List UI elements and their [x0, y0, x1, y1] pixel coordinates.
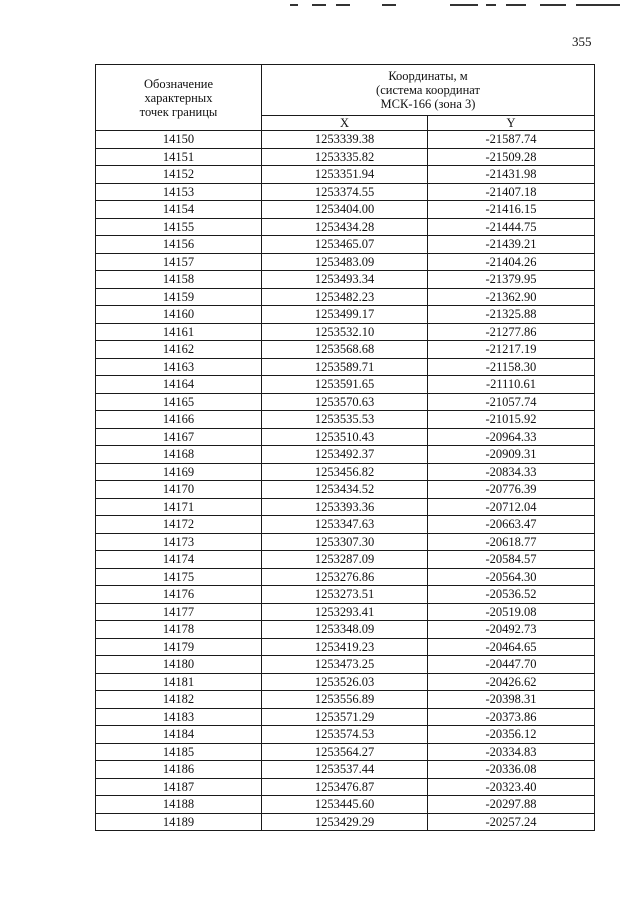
y-coordinate-cell: -20447.70	[428, 656, 595, 674]
y-coordinate-cell: -21325.88	[428, 306, 595, 324]
x-coordinate-cell: 1253348.09	[262, 621, 428, 639]
table-row	[96, 761, 595, 779]
x-coordinate-cell: 1253532.10	[262, 323, 428, 341]
x-coordinate-cell: 1253476.87	[262, 778, 428, 796]
table-body	[96, 131, 595, 831]
point-id-cell: 14175	[96, 568, 262, 586]
x-coordinate-cell: 1253492.37	[262, 446, 428, 464]
coordinates-table	[95, 64, 595, 831]
point-id-cell: 14151	[96, 148, 262, 166]
y-coordinate-cell: -21404.26	[428, 253, 595, 271]
point-id-cell: 14161	[96, 323, 262, 341]
point-id-cell: 14163	[96, 358, 262, 376]
table-row	[96, 586, 595, 604]
table-header	[96, 65, 595, 131]
table-row	[96, 166, 595, 184]
point-id-cell: 14174	[96, 551, 262, 569]
point-id-cell: 14160	[96, 306, 262, 324]
x-coordinate-cell: 1253293.41	[262, 603, 428, 621]
y-column-header: Y	[428, 115, 595, 130]
table-row	[96, 376, 595, 394]
point-id-cell: 14152	[96, 166, 262, 184]
point-id-cell: 14162	[96, 341, 262, 359]
x-coordinate-cell: 1253465.07	[262, 236, 428, 254]
x-coordinate-cell: 1253571.29	[262, 708, 428, 726]
point-id-cell: 14158	[96, 271, 262, 289]
y-coordinate-cell: -20618.77	[428, 533, 595, 551]
point-header-line: характерных	[144, 90, 213, 105]
point-id-cell: 14180	[96, 656, 262, 674]
x-coordinate-cell: 1253482.23	[262, 288, 428, 306]
table-row	[96, 533, 595, 551]
table-row	[96, 411, 595, 429]
point-id-cell: 14178	[96, 621, 262, 639]
table-row	[96, 236, 595, 254]
x-coordinate-cell: 1253510.43	[262, 428, 428, 446]
table-row	[96, 131, 595, 149]
x-coordinate-cell: 1253339.38	[262, 131, 428, 149]
x-coordinate-cell: 1253499.17	[262, 306, 428, 324]
y-coordinate-cell: -20257.24	[428, 813, 595, 831]
table-row	[96, 691, 595, 709]
y-coordinate-cell: -21158.30	[428, 358, 595, 376]
table-row	[96, 306, 595, 324]
y-coordinate-cell: -21277.86	[428, 323, 595, 341]
coords-header-line: МСК-166 (зона 3)	[380, 96, 476, 111]
x-coordinate-cell: 1253556.89	[262, 691, 428, 709]
x-coordinate-cell: 1253568.68	[262, 341, 428, 359]
y-coordinate-cell: -20834.33	[428, 463, 595, 481]
x-coordinate-cell: 1253483.09	[262, 253, 428, 271]
table-row	[96, 778, 595, 796]
x-coordinate-cell: 1253347.63	[262, 516, 428, 534]
y-coordinate-cell: -20426.62	[428, 673, 595, 691]
x-coordinate-cell: 1253456.82	[262, 463, 428, 481]
point-id-cell: 14150	[96, 131, 262, 149]
point-id-cell: 14172	[96, 516, 262, 534]
table-row	[96, 481, 595, 499]
x-coordinate-cell: 1253404.00	[262, 201, 428, 219]
point-id-cell: 14153	[96, 183, 262, 201]
table-row	[96, 428, 595, 446]
point-id-cell: 14185	[96, 743, 262, 761]
point-header-line: Обозначение	[143, 76, 214, 91]
table-row	[96, 516, 595, 534]
point-id-cell: 14188	[96, 796, 262, 814]
point-id-cell: 14154	[96, 201, 262, 219]
table-row	[96, 446, 595, 464]
y-coordinate-cell: -20964.33	[428, 428, 595, 446]
coords-header-line: Координаты, м	[388, 68, 468, 83]
y-coordinate-cell: -21587.74	[428, 131, 595, 149]
table-row	[96, 708, 595, 726]
point-id-cell: 14165	[96, 393, 262, 411]
table-row	[96, 813, 595, 831]
point-id-cell: 14168	[96, 446, 262, 464]
y-coordinate-cell: -21444.75	[428, 218, 595, 236]
y-coordinate-cell: -20356.12	[428, 726, 595, 744]
table-row	[96, 463, 595, 481]
y-coordinate-cell: -20492.73	[428, 621, 595, 639]
table-row	[96, 726, 595, 744]
x-coordinate-cell: 1253537.44	[262, 761, 428, 779]
table-row	[96, 358, 595, 376]
point-id-cell: 14186	[96, 761, 262, 779]
coordinates-header	[262, 65, 595, 116]
y-coordinate-cell: -20336.08	[428, 761, 595, 779]
x-coordinate-cell: 1253526.03	[262, 673, 428, 691]
point-id-cell: 14170	[96, 481, 262, 499]
point-id-cell: 14177	[96, 603, 262, 621]
table-row	[96, 603, 595, 621]
y-coordinate-cell: -21416.15	[428, 201, 595, 219]
point-id-cell: 14189	[96, 813, 262, 831]
x-coordinate-cell: 1253429.29	[262, 813, 428, 831]
y-coordinate-cell: -20584.57	[428, 551, 595, 569]
y-coordinate-cell: -20297.88	[428, 796, 595, 814]
x-coordinate-cell: 1253591.65	[262, 376, 428, 394]
point-id-cell: 14183	[96, 708, 262, 726]
point-id-cell: 14167	[96, 428, 262, 446]
point-id-cell: 14173	[96, 533, 262, 551]
x-coordinate-cell: 1253287.09	[262, 551, 428, 569]
table-row	[96, 568, 595, 586]
y-coordinate-cell: -21110.61	[428, 376, 595, 394]
x-coordinate-cell: 1253307.30	[262, 533, 428, 551]
table-row	[96, 218, 595, 236]
point-id-cell: 14169	[96, 463, 262, 481]
x-column-header: X	[262, 115, 428, 130]
x-coordinate-cell: 1253570.63	[262, 393, 428, 411]
point-id-cell: 14176	[96, 586, 262, 604]
table-row	[96, 498, 595, 516]
y-coordinate-cell: -20564.30	[428, 568, 595, 586]
coords-header-line: (система координат	[376, 82, 480, 97]
x-coordinate-cell: 1253374.55	[262, 183, 428, 201]
table-row	[96, 621, 595, 639]
table-row	[96, 323, 595, 341]
y-coordinate-cell: -20776.39	[428, 481, 595, 499]
point-id-cell: 14171	[96, 498, 262, 516]
table-row	[96, 656, 595, 674]
x-coordinate-cell: 1253574.53	[262, 726, 428, 744]
y-coordinate-cell: -20663.47	[428, 516, 595, 534]
point-id-cell: 14157	[96, 253, 262, 271]
point-id-cell: 14156	[96, 236, 262, 254]
table-row	[96, 271, 595, 289]
point-designation-header	[96, 65, 262, 131]
y-coordinate-cell: -20334.83	[428, 743, 595, 761]
x-coordinate-cell: 1253276.86	[262, 568, 428, 586]
y-coordinate-cell: -21217.19	[428, 341, 595, 359]
y-coordinate-cell: -20712.04	[428, 498, 595, 516]
table-row	[96, 201, 595, 219]
point-id-cell: 14159	[96, 288, 262, 306]
table-row	[96, 638, 595, 656]
x-coordinate-cell: 1253273.51	[262, 586, 428, 604]
point-id-cell: 14187	[96, 778, 262, 796]
x-coordinate-cell: 1253335.82	[262, 148, 428, 166]
y-coordinate-cell: -21509.28	[428, 148, 595, 166]
point-id-cell: 14184	[96, 726, 262, 744]
y-coordinate-cell: -21015.92	[428, 411, 595, 429]
x-coordinate-cell: 1253535.53	[262, 411, 428, 429]
y-coordinate-cell: -20909.31	[428, 446, 595, 464]
y-coordinate-cell: -20323.40	[428, 778, 595, 796]
y-coordinate-cell: -20373.86	[428, 708, 595, 726]
x-coordinate-cell: 1253351.94	[262, 166, 428, 184]
page-number: 355	[572, 34, 592, 49]
x-coordinate-cell: 1253434.52	[262, 481, 428, 499]
y-coordinate-cell: -20519.08	[428, 603, 595, 621]
x-coordinate-cell: 1253445.60	[262, 796, 428, 814]
x-coordinate-cell: 1253493.34	[262, 271, 428, 289]
point-id-cell: 14181	[96, 673, 262, 691]
y-coordinate-cell: -21431.98	[428, 166, 595, 184]
x-coordinate-cell: 1253419.23	[262, 638, 428, 656]
point-id-cell: 14164	[96, 376, 262, 394]
y-coordinate-cell: -21379.95	[428, 271, 595, 289]
y-coordinate-cell: -21439.21	[428, 236, 595, 254]
x-coordinate-cell: 1253473.25	[262, 656, 428, 674]
y-coordinate-cell: -21057.74	[428, 393, 595, 411]
scan-artifact-marks	[290, 4, 620, 8]
table-row	[96, 288, 595, 306]
x-coordinate-cell: 1253589.71	[262, 358, 428, 376]
x-coordinate-cell: 1253434.28	[262, 218, 428, 236]
table-row	[96, 341, 595, 359]
point-id-cell: 14155	[96, 218, 262, 236]
y-coordinate-cell: -21407.18	[428, 183, 595, 201]
y-coordinate-cell: -20398.31	[428, 691, 595, 709]
x-coordinate-cell: 1253393.36	[262, 498, 428, 516]
point-id-cell: 14166	[96, 411, 262, 429]
point-id-cell: 14179	[96, 638, 262, 656]
table-row	[96, 796, 595, 814]
y-coordinate-cell: -21362.90	[428, 288, 595, 306]
table-row	[96, 743, 595, 761]
table-row	[96, 148, 595, 166]
table-row	[96, 183, 595, 201]
y-coordinate-cell: -20464.65	[428, 638, 595, 656]
x-coordinate-cell: 1253564.27	[262, 743, 428, 761]
point-header-line: точек границы	[139, 104, 218, 119]
y-coordinate-cell: -20536.52	[428, 586, 595, 604]
point-id-cell: 14182	[96, 691, 262, 709]
table-row	[96, 393, 595, 411]
table-row	[96, 551, 595, 569]
table-row	[96, 673, 595, 691]
table-row	[96, 253, 595, 271]
